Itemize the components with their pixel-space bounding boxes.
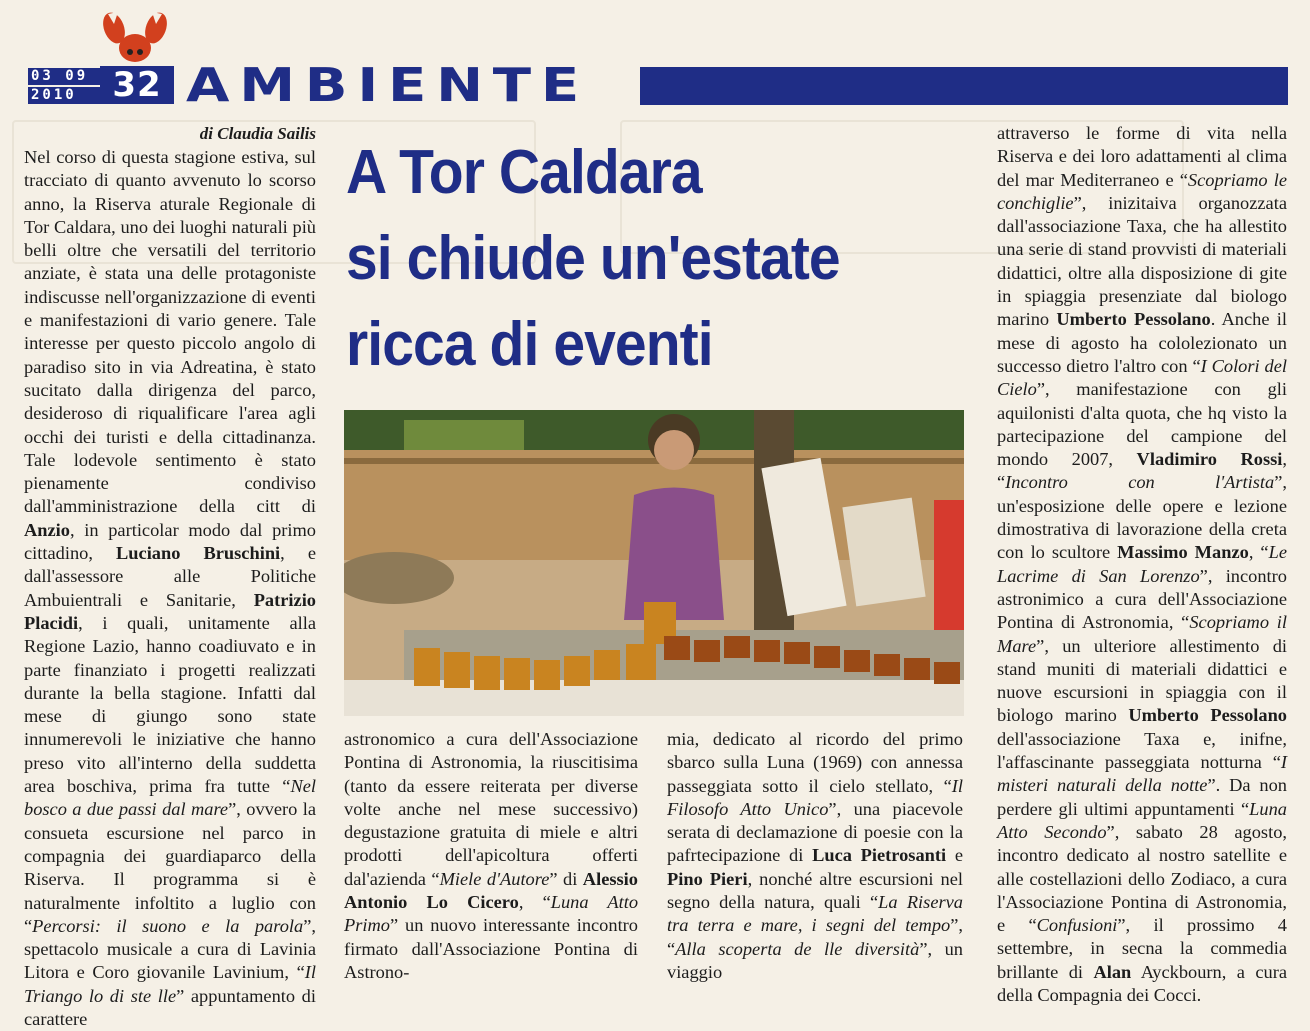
- article-column-3: [997, 122, 1287, 1007]
- body-text: ”, una piacevole serata di declamazione di poesie con la pafrtecipazione di: [667, 798, 964, 866]
- body-text: ”. Da non perdere gli ultimi appuntamenti “: [997, 775, 1287, 819]
- headline-line-3: ricca di eventi: [346, 310, 713, 379]
- body-text: ”, inizitaiva organozzata dall'associazione Taxa, che ha allestito una serie di stand provvisti di materiali didattici, oltre alla disposizione di gite in spiaggia presenziate dal biologo marino: [997, 192, 1287, 330]
- body-text: astronomico a cura dell'Associazione Pontina di Astronomia, la riuscitisima (tanto da essere reiterata per diverse volte anche nel mese successivo) degustazione gratuita di miele e altri prodotti dell'apicoltura offerti dal'azienda “: [344, 729, 638, 889]
- body-text: Nel corso di questa stagione estiva, sul tracciato di quanto avvenuto lo scorso anno, la Riserva aturale Regionale di Tor Caldara, uno dei luoghi naturali più belli oltre che versatili del territorio anziate, è stata una delle protagoniste indiscusse nell'organizzazione di eventi e manifestazioni di vario genere. Tale interesse per questo piccolo angolo di paradiso sito in via Adreatina, è stato sucitato dalla dirigenza del parco, desideroso di riqualificare l'area agli occhi dei turisti e della cittadinanza. Tale lodevole sentimento è stato pienamente condiviso dall'amministrazione della citt di: [24, 147, 316, 517]
- article-photo: [344, 410, 964, 716]
- body-text: e: [946, 845, 964, 866]
- event-title: Scopriamo il Mare: [997, 612, 1287, 656]
- section-title: AMBIENTE: [186, 58, 589, 112]
- body-text: ”, un viaggio: [667, 938, 963, 982]
- body-text: , in particolar modo dal primo cittadino,: [24, 519, 316, 564]
- event-title: Incontro con l'Artista: [1005, 472, 1275, 493]
- article-column-2b: [667, 728, 963, 984]
- byline: di Claudia Sailis: [199, 124, 316, 143]
- body-text: , “: [997, 449, 1287, 493]
- event-title: Miele d'Autore: [439, 868, 550, 889]
- body-text: ” appuntamento di carattere: [24, 985, 316, 1029]
- event-title: I misteri naturali della notte: [997, 752, 1287, 796]
- bold-name: Luciano Bruschini: [116, 543, 281, 564]
- bold-name: Luca Pietrosanti: [812, 845, 947, 866]
- date-year: 2010: [28, 87, 100, 104]
- body-text: ”, sabato 28 agosto, incontro dedicato al nostro satellite e alle costellazioni dello Zodiaco, a cura l'Associazione Pontina di Astronomia, e “: [997, 821, 1287, 936]
- body-text: ” di: [549, 868, 583, 889]
- bold-name: Anzio: [24, 519, 70, 540]
- body-text: ”, un'esposizione delle opere e lezione dimostrativa di lavorazione della creta con lo scultore: [997, 472, 1287, 563]
- issue-date: [28, 68, 100, 102]
- body-text: ”, manifestazione con gli aquilonisti d'alta quota, che hq visto la partecipazione del campione del mondo 2007,: [997, 379, 1287, 470]
- bold-name: Massimo Manzo: [1117, 542, 1249, 563]
- event-title: Nel bosco a due passi dal mare: [24, 776, 316, 820]
- section-bar: [640, 67, 1288, 105]
- body-text: ”, spettacolo musicale a cura di Lavinia Litora e Coro giovanile Lavinium, “: [24, 915, 316, 983]
- page-number: 32: [100, 66, 174, 104]
- bold-name: Vladimiro Rossi: [1136, 449, 1283, 470]
- bold-name: Umberto Pessolano: [1056, 309, 1211, 330]
- body-text: ”, ovvero la consueta escursione nel parco in compagnia dei guardiaparco della Riserva. Il programma si è naturalmente infoltito a luglio con “: [24, 799, 316, 936]
- body-text: ”, un ulteriore allestimento di stand muniti di materiali didattici e nuove escursioni in spiaggia con il biologo marino: [997, 635, 1287, 726]
- article-column-1: [24, 146, 316, 1031]
- body-text: dell'associazione Taxa e, inifne, l'affascinante passeggiata notturna “: [997, 728, 1287, 773]
- bold-name: Alan: [1093, 961, 1132, 982]
- lobster-logo-icon: [100, 8, 170, 64]
- body-text: . Anche il mese di agosto ha cololezionato un successo dietro l'altro con “: [997, 309, 1287, 376]
- bold-name: Alessio Antonio Lo Cicero: [344, 868, 638, 913]
- event-title: La Riserva tra terra e mare, i segni del tempo: [667, 892, 963, 936]
- event-title: Il Filosofo Atto Unico: [667, 775, 963, 819]
- body-text: ”, incontro astronimico a cura dell'Associazione Pontina di Astronomia, “: [997, 565, 1287, 633]
- headline: [346, 130, 935, 388]
- event-title: Le Lacrime di San Lorenzo: [997, 542, 1288, 586]
- event-title: I Colori del Cielo: [997, 355, 1287, 400]
- headline-line-1: A Tor Caldara: [346, 138, 702, 207]
- body-text: , “: [1248, 542, 1269, 563]
- body-text: , “: [518, 892, 551, 913]
- headline-line-2: si chiude un'estate: [346, 224, 840, 293]
- body-text: Ayckbourn, a cura della Compagnia dei Cocci.: [997, 961, 1288, 1005]
- body-text: ” un nuovo interessante incontro firmato dall'Associazione Pontina di Astrono-: [344, 915, 638, 982]
- bold-name: Pino Pieri: [667, 868, 748, 889]
- event-title: Luna Atto Secondo: [997, 798, 1287, 842]
- body-text: , nonché altre escursioni nel segno della natura, quali “: [667, 868, 963, 913]
- bold-name: Umberto Pessolano: [1128, 705, 1287, 726]
- body-text: ”, il prossimo 4 settembre, in secna la commedia brillante di: [997, 915, 1287, 982]
- event-title: Confusioni: [1036, 915, 1118, 936]
- event-title: Alla scoperta de lle diversità: [675, 938, 920, 959]
- body-text: attraverso le forme di vita nella Riserva e dei loro adattamenti al clima del mar Mediterraneo e “: [997, 123, 1287, 190]
- date-day-month: 03 09: [28, 68, 100, 85]
- event-title: Il Triango lo di ste lle: [24, 962, 316, 1006]
- event-title: Percorsi: il suono e la parola: [32, 915, 304, 936]
- bold-name: Patrizio Placidi: [24, 589, 316, 633]
- event-title: Luna Atto Primo: [344, 892, 639, 936]
- event-title: Scopriamo le conchiglie: [997, 169, 1287, 213]
- body-text: ”, “: [667, 915, 963, 959]
- article-column-2a: [344, 728, 638, 984]
- body-text: , e dall'assessore alle Politiche Ambuientrali e Sanitarie,: [24, 543, 316, 610]
- body-text: mia, dedicato al ricordo del primo sbarco sulla Luna (1969) con annessa passeggiata sotto il cielo stellato, “: [667, 729, 963, 796]
- body-text: , i quali, unitamente alla Regione Lazio, hanno coadiuvato e in parte finanziato i progetti realizzati durante la bella stagione. Infatti dal mese di giungo sono state innumerevoli le iniziative che hanno preso vito all'interno della suddetta area boschiva, prima fra tutte “: [24, 612, 316, 797]
